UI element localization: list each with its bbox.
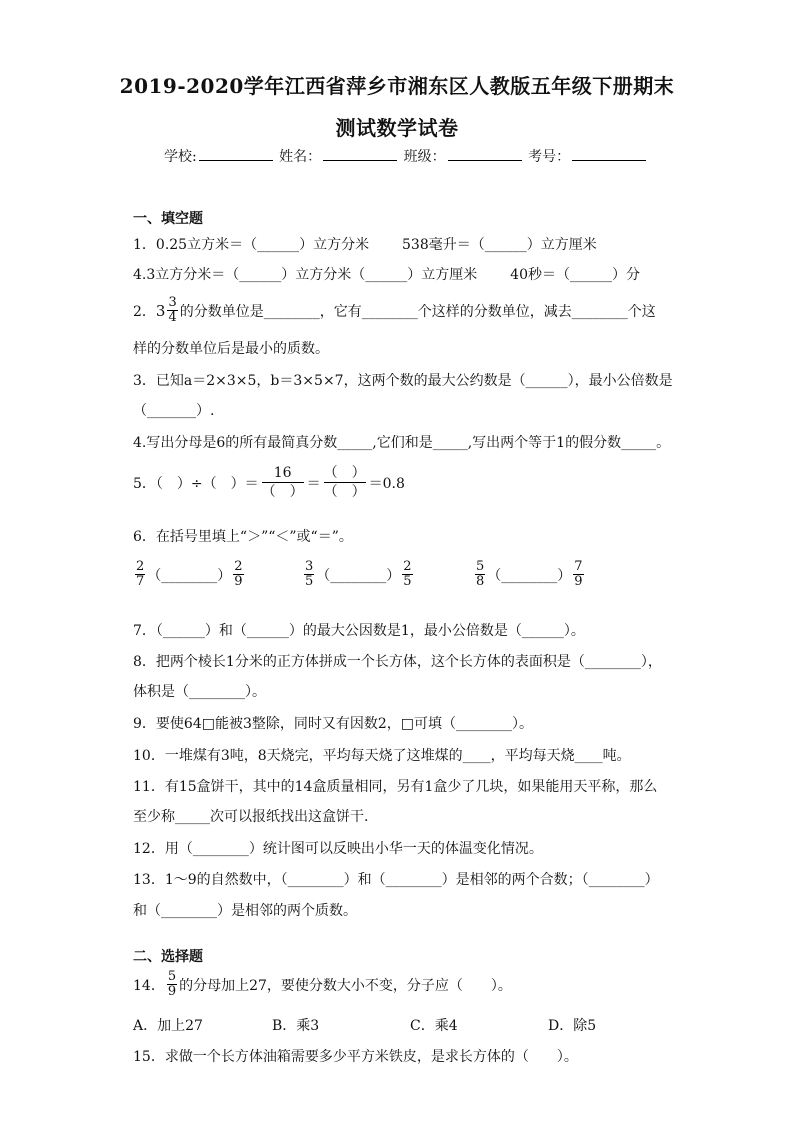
q6-c1-right-frac [233, 560, 243, 589]
q6-c1-left-num: 2 [136, 559, 145, 574]
q14-text: 的分母加上27，要使分数大小不变，分子应（ ）。 [179, 977, 512, 994]
class-label: 班级： [403, 149, 446, 165]
q14-numerator: 5 [167, 969, 177, 984]
name-blank [323, 148, 397, 161]
q6-compare-1 [133, 560, 246, 589]
number-label: 考号： [528, 149, 571, 165]
q14-prefix: 14． [133, 977, 165, 994]
q2-prefix: 2． [133, 303, 156, 320]
q6-c1-left-den: 7 [136, 574, 145, 589]
number-blank [572, 148, 646, 161]
q6-c3-left-num: 5 [476, 559, 485, 574]
question-11-line1: 11．有15盒饼干，其中的14盒质量相同，另有1盒少了几块，如果能用天平称，那么 [133, 779, 658, 795]
q14-option-a[interactable]: A．加上27 [133, 1018, 203, 1034]
q1-part-a: 1．0.25立方米＝（______）立方分米 [133, 237, 370, 253]
question-8-line2: 体积是（________）。 [133, 684, 266, 700]
question-14 [133, 970, 512, 999]
q6-c1-left-frac [135, 560, 145, 589]
q5-fraction-2-num: （ ） [323, 465, 366, 481]
question-5 [133, 464, 405, 501]
question-1-line2 [133, 264, 640, 284]
exam-title-line1: 2019-2020学年江西省萍乡市湘东区人教版五年级下册期末 [119, 74, 675, 98]
question-1-line1 [133, 234, 597, 254]
question-9: 9．要使64□能被3整除，同时又有因数2，□可填（________）。 [133, 716, 533, 732]
q2-text: 的分数单位是________，它有________个这样的分数单位，减去________个这 [179, 303, 656, 320]
student-info-row [164, 146, 648, 166]
question-3-line2: （_______）. [133, 403, 215, 419]
exam-title-line2: 测试数学试卷 [335, 116, 459, 140]
q1-part-c: 4.3立方分米＝（______）立方分米（______）立方厘米 [133, 267, 478, 283]
q5-fraction-1 [262, 464, 304, 501]
q5-fraction-1-den: （ ） [261, 484, 304, 500]
q1-part-d: 40秒＝（______）分 [510, 267, 640, 283]
q5-prefix: 5．（ ）÷（ ）＝ [133, 475, 259, 492]
q6-c1-right-num: 2 [234, 559, 243, 574]
question-11-line2: 至少称_____次可以报纸找出这盒饼干. [133, 809, 369, 825]
q6-c3-left-den: 8 [476, 574, 485, 589]
question-7: 7．（______）和（______）的最大公因数是1，最小公倍数是（______）。 [133, 623, 585, 639]
question-3-line1: 3．已知a＝2×3×5，b＝3×5×7，这两个数的最大公约数是（______），最小公倍数是 [133, 373, 673, 389]
q6-c2-left-num: 3 [305, 559, 314, 574]
question-13-line1: 13．1～9的自然数中，（________）和（________）是相邻的两个合数；（________） [133, 872, 659, 888]
q6-c1-blank: （________） [147, 567, 232, 584]
q5-fraction-2 [324, 464, 366, 501]
q6-c2-right-frac [402, 560, 412, 589]
q1-part-b: 538毫升＝（______）立方厘米 [402, 237, 597, 253]
question-15: 15．求做一个长方体油箱需要多少平方米铁皮，是求长方体的（ ）。 [133, 1049, 578, 1065]
q6-c3-right-frac [573, 560, 583, 589]
q2-numerator: 3 [168, 295, 177, 310]
q14-option-b[interactable]: B．乘3 [272, 1018, 320, 1034]
q6-c3-right-den: 9 [574, 574, 583, 589]
q5-fraction-1-num: 16 [273, 465, 292, 481]
q6-c3-left-frac [475, 560, 485, 589]
school-label: 学校: [164, 149, 197, 165]
section-choice-heading: 二、选择题 [133, 949, 203, 965]
q14-denominator: 9 [167, 984, 177, 999]
question-12: 12．用（________）统计图可以反映出小华一天的体温变化情况。 [133, 841, 543, 857]
q6-c2-blank: （________） [316, 567, 401, 584]
q14-option-d[interactable]: D．除5 [548, 1018, 597, 1034]
section-fill-in-heading: 一、填空题 [133, 211, 203, 227]
q5-fraction-2-den: （ ） [323, 484, 366, 500]
question-2-line1 [133, 296, 656, 325]
q14-option-c[interactable]: C．乘4 [410, 1018, 458, 1034]
q6-c2-right-num: 2 [403, 559, 412, 574]
question-4: 4.写出分母是6的所有最简真分数_____,它们和是_____,写出两个等于1的假分数_____。 [133, 435, 671, 451]
q6-c2-left-den: 5 [305, 574, 314, 589]
name-label: 姓名： [279, 149, 322, 165]
q5-suffix: ＝0.8 [368, 475, 405, 492]
q6-c3-right-num: 7 [574, 559, 583, 574]
q6-c2-right-den: 5 [403, 574, 412, 589]
q2-denominator: 4 [168, 310, 177, 325]
q2-mixed-integer: 3 [155, 301, 166, 320]
school-blank [199, 148, 273, 161]
question-6-text: 6．在括号里填上“＞”“＜”或“＝”。 [133, 529, 353, 545]
q6-compare-2 [302, 560, 415, 589]
q2-fraction [167, 296, 177, 325]
q6-c1-right-den: 9 [234, 574, 243, 589]
question-2-line2: 样的分数单位后是最小的质数。 [133, 341, 329, 357]
class-blank [448, 148, 522, 161]
q5-equals: ＝ [306, 475, 321, 492]
question-10: 10．一堆煤有3吨，8天烧完，平均每天烧了这堆煤的____，平均每天烧____吨。 [133, 748, 631, 764]
q6-c2-left-frac [304, 560, 314, 589]
q14-fraction [167, 970, 177, 999]
q6-c3-blank: （________） [487, 567, 572, 584]
question-8-line1: 8．把两个棱长1分米的正方体拼成一个长方体，这个长方体的表面积是（________）， [133, 654, 662, 670]
q6-compare-3 [473, 560, 586, 589]
question-13-line2: 和（________）是相邻的两个质数。 [133, 903, 357, 919]
